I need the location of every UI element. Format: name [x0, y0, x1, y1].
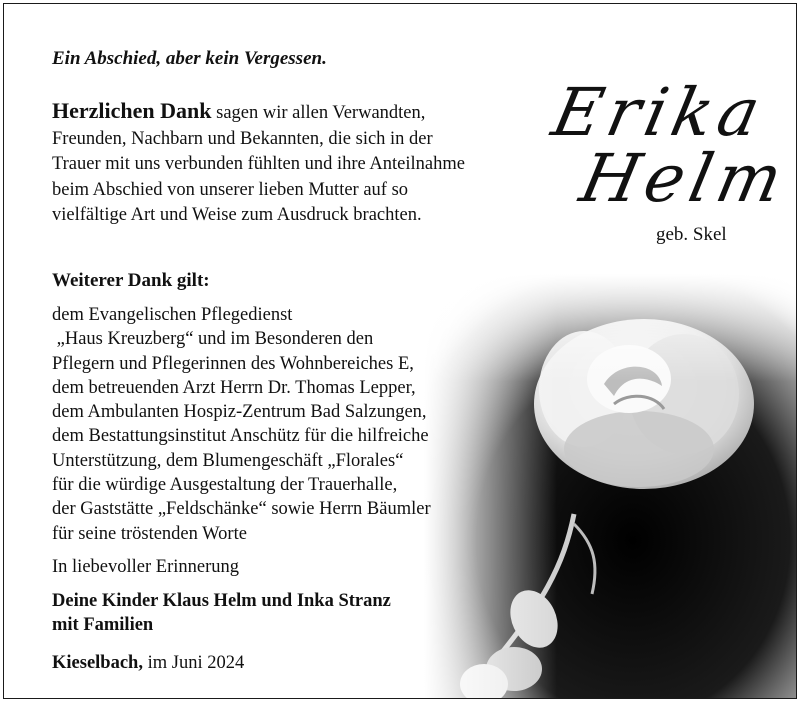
place-date [52, 653, 244, 674]
place-town: Kieselbach, [52, 653, 143, 673]
thanks-line: „Haus Kreuzberg“ und im Besonderen den [52, 329, 374, 350]
thanks-list [52, 303, 431, 546]
obituary-card [3, 3, 797, 699]
family-line-2: mit Familien [52, 615, 154, 635]
intro-text: sagen wir allen Verwandten, Freunden, Nachbarn und Bekannten, die sich in der Trauer mit uns verbunden fühlten und ihre Anteilnahme beim Abschied von unserer lieben Mutter auf so vielfältige Art und Weise zum Ausdruck brachten. [52, 103, 465, 225]
thanks-line: Unterstützung, dem Blumengeschäft „Florales“ [52, 450, 404, 471]
thanks-line: dem Bestattungsinstitut Anschütz für die hilfreiche [52, 426, 429, 447]
thanks-line: dem Evangelischen Pflegedienst [52, 305, 293, 325]
intro-lead: Herzlichen Dank [52, 98, 212, 123]
birth-name: geb. Skel [656, 224, 727, 245]
thank-you-intro [52, 98, 482, 229]
thanks-heading: Weiterer Dank gilt: [52, 270, 210, 291]
place-date-text: im Juni 2024 [142, 653, 245, 673]
deceased-first-name: Erika [545, 74, 773, 151]
rose-image [424, 274, 797, 699]
thanks-line: für seine tröstenden Worte [52, 523, 247, 544]
thanks-line: für die würdige Ausgestaltung der Trauerhalle, [52, 475, 398, 496]
motto: Ein Abschied, aber kein Vergessen. [52, 48, 327, 69]
family-line-1: Deine Kinder Klaus Helm und Inka Stranz [52, 591, 391, 611]
thanks-line: der Gaststätte „Feldschänke“ sowie Herrn Bäumler [52, 499, 431, 520]
thanks-line: dem Ambulanten Hospiz-Zentrum Bad Salzungen, [52, 402, 427, 423]
family-signature [52, 589, 391, 637]
thanks-line: dem betreuenden Arzt Herrn Dr. Thomas Lepper, [52, 377, 416, 398]
memory-line: In liebevoller Erinnerung [52, 557, 239, 577]
thanks-line: Pflegern und Pflegerinnen des Wohnbereiches E, [52, 353, 414, 374]
deceased-last-name: Helm [573, 140, 795, 217]
